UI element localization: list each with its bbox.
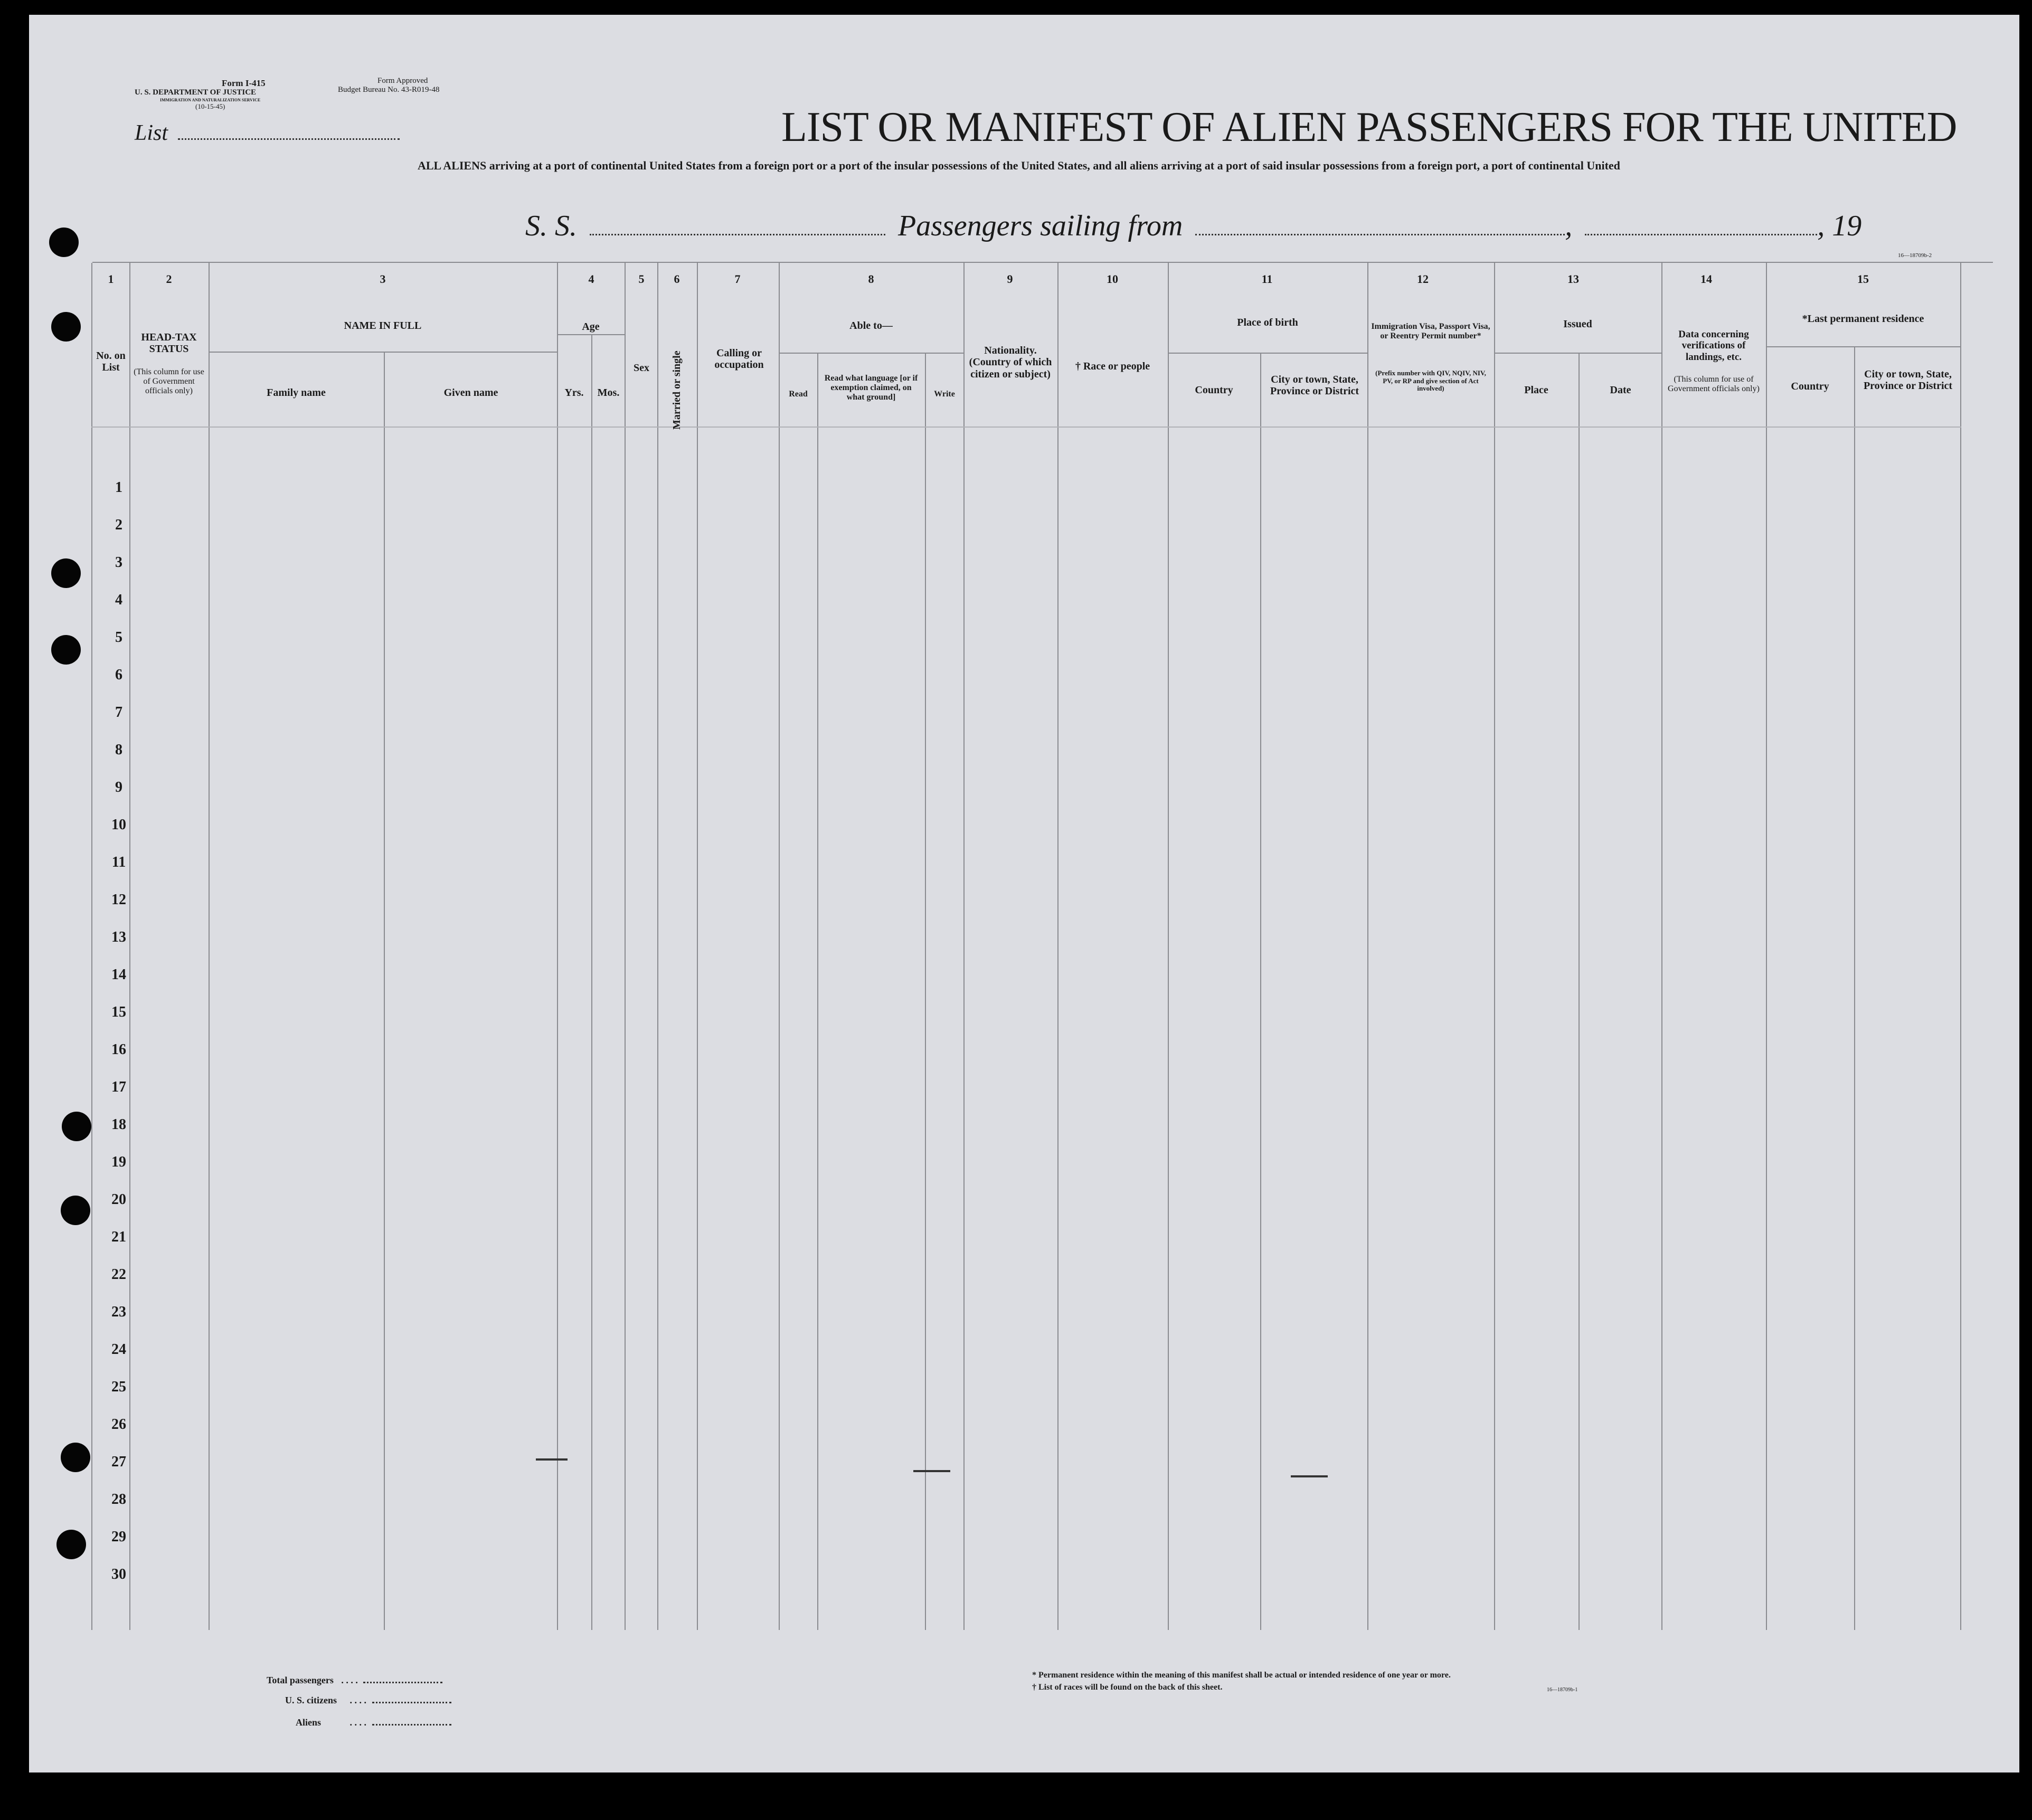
budget-bureau-number: Budget Bureau No. 43-R019-48 xyxy=(338,86,440,94)
col-rule-4 xyxy=(384,352,385,1630)
row-number: 10 xyxy=(111,817,126,833)
birth-country-header: Country xyxy=(1195,384,1233,396)
able-to-header: Able to— xyxy=(849,320,893,331)
row-number: 21 xyxy=(111,1229,126,1245)
birth-city-header: City or town, State, Province or District xyxy=(1270,374,1359,397)
form-approved: Form Approved xyxy=(377,77,428,85)
family-name-header: Family name xyxy=(267,387,326,399)
col-rule-11 xyxy=(817,353,818,1630)
row-number: 17 xyxy=(111,1079,126,1095)
row-number: 7 xyxy=(115,704,122,721)
footnote-permanent-residence: * Permanent residence within the meaning of this manifest shall be actual or intended residence of one year or more. xyxy=(1032,1671,1451,1680)
aliens-label: Aliens xyxy=(296,1717,322,1728)
column-number: 11 xyxy=(1261,272,1273,286)
column-number: 3 xyxy=(380,272,386,286)
col-rule-10 xyxy=(779,263,780,1630)
no-on-list-header: No. on List xyxy=(96,350,126,374)
married-header: Married or single xyxy=(670,350,683,430)
residence-city-header: City or town, State, Province or District xyxy=(1863,368,1953,392)
list-label-text: List xyxy=(135,121,168,145)
row-number: 15 xyxy=(111,1004,126,1020)
column-number: 6 xyxy=(674,272,680,286)
read-language-header: Read what language [or if exemption claimed, on what ground] xyxy=(824,374,918,402)
print-code: 16—18709b-2 xyxy=(1898,252,1932,259)
service-name: IMMIGRATION AND NATURALIZATION SERVICE xyxy=(160,98,261,102)
row-number: 14 xyxy=(111,966,126,983)
table-top-rule xyxy=(92,262,1993,263)
ss-label: S. S. xyxy=(525,210,577,242)
year-prefix: 19 xyxy=(1832,210,1862,242)
us-citizens-dots: . . . . xyxy=(349,1695,366,1705)
col-rule-22 xyxy=(1854,346,1855,1630)
manifest-subtitle: ALL ALIENS arriving at a port of continental United States from a foreign port or a port of the insular possessions of the United States, and all aliens arriving at a port of said insular possessions from a foreign port, a port of continental United xyxy=(418,159,1620,172)
issued-date-header: Date xyxy=(1610,384,1631,396)
row-number: 26 xyxy=(111,1416,126,1433)
punch-hole xyxy=(51,635,81,665)
yrs-header: Yrs. xyxy=(564,387,584,399)
row-number: 16 xyxy=(111,1041,126,1058)
sailing-from-label: Passengers sailing from xyxy=(898,210,1183,242)
manifest-sheet xyxy=(29,15,2019,1772)
col-rule-17 xyxy=(1367,263,1368,1630)
punch-hole xyxy=(62,1112,91,1141)
column-number: 13 xyxy=(1567,272,1579,286)
row-number: 27 xyxy=(111,1454,126,1470)
col-rule-21 xyxy=(1766,263,1767,1630)
mos-header: Mos. xyxy=(597,387,620,399)
birth-subheader-rule xyxy=(1168,353,1367,354)
row-number: 6 xyxy=(115,667,122,683)
row-number: 1 xyxy=(115,479,122,496)
row-number: 3 xyxy=(115,554,122,571)
verification-note: (This column for use of Government officials only) xyxy=(1668,375,1760,393)
column-number: 8 xyxy=(868,272,874,286)
us-citizens-label: U. S. citizens xyxy=(285,1695,337,1705)
punch-hole xyxy=(51,312,81,342)
head-tax-note: (This column for use of Government officials only) xyxy=(134,367,204,395)
footnote-races: † List of races will be found on the back of this sheet. xyxy=(1032,1683,1223,1692)
col-rule-23 xyxy=(1960,263,1961,1630)
date-blank[interactable] xyxy=(1585,234,1817,235)
col-rule-9 xyxy=(697,263,698,1630)
name-subheader-rule xyxy=(209,352,557,353)
aliens-line xyxy=(296,1717,451,1728)
col-rule-20 xyxy=(1661,263,1662,1630)
print-code-bottom: 16—18709b-1 xyxy=(1547,1687,1578,1693)
age-subheader-rule xyxy=(557,334,625,335)
head-tax-header: HEAD-TAX STATUS xyxy=(141,331,197,355)
row-number: 19 xyxy=(111,1154,126,1170)
last-residence-header: *Last permanent residence xyxy=(1802,313,1924,325)
column-number: 1 xyxy=(108,272,114,286)
punch-hole xyxy=(51,558,81,588)
col-rule-8 xyxy=(657,263,658,1630)
col-rule-14 xyxy=(1057,263,1058,1630)
total-passengers-line xyxy=(267,1675,442,1686)
row-number: 18 xyxy=(111,1116,126,1133)
total-passengers-dots: . . . . xyxy=(341,1675,358,1685)
column-number: 5 xyxy=(638,272,645,286)
residence-subheader-rule xyxy=(1766,346,1960,347)
header-bottom-rule xyxy=(91,426,1961,428)
row-number: 25 xyxy=(111,1379,126,1395)
row-number: 28 xyxy=(111,1491,126,1508)
row-number: 4 xyxy=(115,592,122,608)
department-name: U. S. DEPARTMENT OF JUSTICE xyxy=(135,88,257,97)
calling-header: Calling or occupation xyxy=(714,347,764,371)
col-rule-7 xyxy=(625,263,626,1630)
row-number: 20 xyxy=(111,1191,126,1208)
form-number: Form I-415 xyxy=(222,78,266,88)
column-number: 10 xyxy=(1107,272,1118,286)
issued-subheader-rule xyxy=(1494,353,1661,354)
ship-name-blank[interactable] xyxy=(590,234,885,235)
ink-mark xyxy=(536,1458,568,1461)
col-rule-6 xyxy=(591,334,592,1630)
column-number: 2 xyxy=(166,272,172,286)
col-rule-16 xyxy=(1260,353,1261,1630)
row-number: 30 xyxy=(111,1566,126,1582)
us-citizens-line xyxy=(285,1695,451,1706)
place-of-birth-header: Place of birth xyxy=(1237,317,1298,328)
row-number: 29 xyxy=(111,1529,126,1545)
vessel-line: S. S. Passengers sailing from , , 19 xyxy=(525,210,1862,242)
col-rule-12 xyxy=(925,353,926,1630)
col-rule-19 xyxy=(1579,353,1580,1630)
row-number: 9 xyxy=(115,779,122,795)
read-header: Read xyxy=(789,390,808,399)
punch-hole xyxy=(61,1196,90,1225)
form-date: (10-15-45) xyxy=(195,102,225,110)
col-rule-13 xyxy=(963,263,965,1630)
issued-place-header: Place xyxy=(1524,384,1548,396)
col-rule-3 xyxy=(209,263,210,1630)
column-number: 7 xyxy=(734,272,741,286)
list-number-blank[interactable] xyxy=(178,138,400,140)
sex-header: Sex xyxy=(634,362,649,374)
ink-mark xyxy=(913,1470,950,1472)
aliens-dots: . . . . xyxy=(349,1717,367,1728)
port-blank[interactable] xyxy=(1195,234,1565,235)
row-number: 8 xyxy=(115,742,122,758)
residence-country-header: Country xyxy=(1791,381,1829,392)
col-rule-15 xyxy=(1168,263,1169,1630)
column-number: 14 xyxy=(1700,272,1712,286)
column-number: 15 xyxy=(1857,272,1869,286)
issued-header: Issued xyxy=(1563,318,1592,330)
row-number: 12 xyxy=(111,892,126,908)
age-header: Age xyxy=(582,321,600,333)
row-number: 5 xyxy=(115,629,122,646)
nationality-header: Nationality. (Country of which citizen or subject) xyxy=(969,345,1052,380)
row-number: 2 xyxy=(115,517,122,533)
row-number: 13 xyxy=(111,929,126,945)
able-subheader-rule xyxy=(779,353,963,354)
manifest-title: LIST OR MANIFEST OF ALIEN PASSENGERS FOR THE UNITED xyxy=(781,104,1957,150)
column-number: 9 xyxy=(1007,272,1013,286)
verification-header: Data concerning verifications of landings, etc. xyxy=(1678,329,1749,363)
row-number: 22 xyxy=(111,1266,126,1283)
row-number: 23 xyxy=(111,1304,126,1320)
visa-note: (Prefix number with QIV, NQIV, NIV, PV, or RP and give section of Act involved) xyxy=(1375,369,1486,393)
col-rule-18 xyxy=(1494,263,1495,1630)
punch-hole xyxy=(61,1443,90,1472)
list-label xyxy=(135,120,400,146)
aliens-blank[interactable] xyxy=(372,1724,451,1726)
total-passengers-blank[interactable] xyxy=(363,1682,442,1683)
us-citizens-blank[interactable] xyxy=(372,1702,451,1703)
column-number: 12 xyxy=(1417,272,1429,286)
punch-hole xyxy=(49,228,79,257)
col-rule-5 xyxy=(557,263,558,1630)
column-number: 4 xyxy=(588,272,594,286)
total-passengers-label: Total passengers xyxy=(267,1675,334,1685)
given-name-header: Given name xyxy=(443,387,498,399)
ink-mark xyxy=(1291,1475,1328,1477)
race-header: † Race or people xyxy=(1075,361,1150,372)
write-header: Write xyxy=(934,390,955,399)
row-number: 24 xyxy=(111,1341,126,1358)
visa-header: Immigration Visa, Passport Visa, or Reentry Permit number* xyxy=(1371,322,1490,340)
punch-hole xyxy=(56,1530,86,1559)
name-in-full-header: NAME IN FULL xyxy=(344,320,422,331)
row-number: 11 xyxy=(111,854,126,870)
